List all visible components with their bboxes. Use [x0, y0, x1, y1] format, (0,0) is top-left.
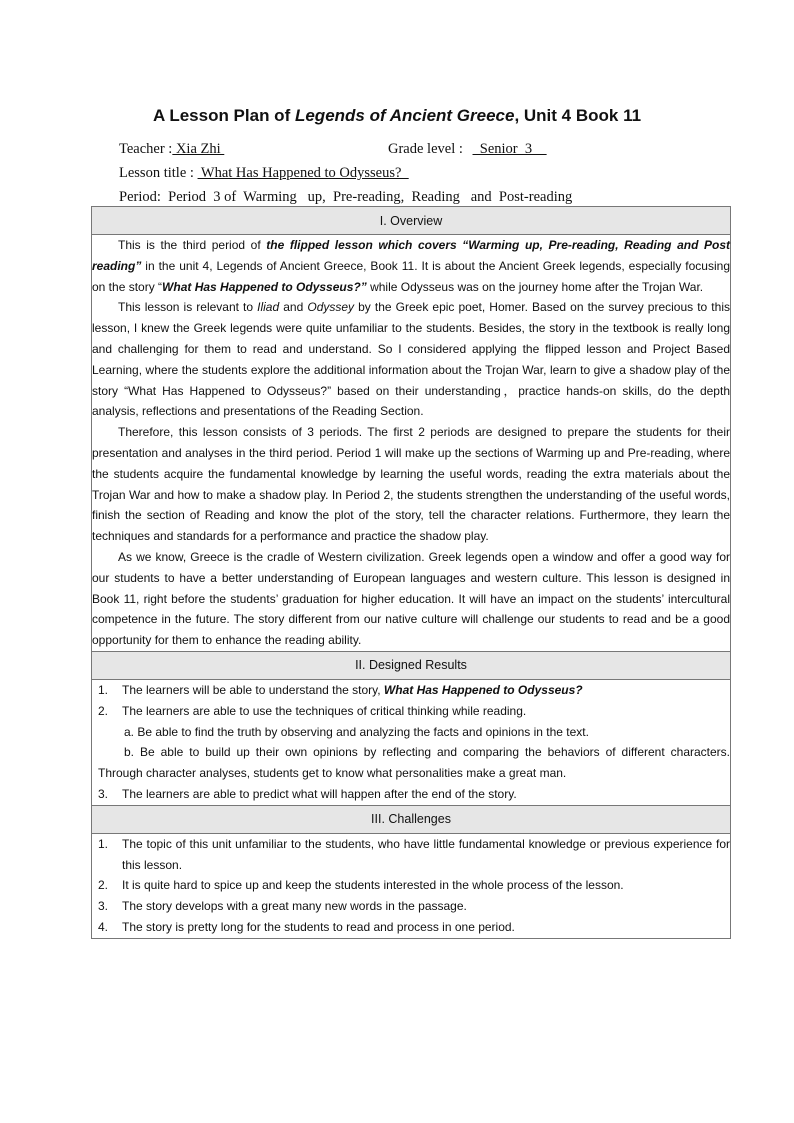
item-bold: What Has Happened to Odysseus?	[383, 682, 583, 697]
p2-text-a: This lesson is relevant to	[118, 300, 258, 315]
grade-label: Grade level :	[388, 141, 463, 157]
teacher-line	[119, 141, 224, 158]
results-header: II. Designed Results	[92, 651, 731, 679]
results-list-cont	[98, 784, 730, 805]
list-item	[98, 917, 730, 938]
item-number: 2.	[98, 878, 109, 893]
item-number: 3.	[98, 786, 109, 801]
item-text: It is quite hard to spice up and keep the students interested in the whole process of the lesson.	[122, 878, 624, 893]
item-number: 3.	[98, 899, 109, 914]
p2-and: and	[279, 300, 308, 315]
list-item	[98, 680, 730, 701]
results-body	[92, 679, 747, 805]
list-item	[98, 896, 730, 917]
page-title	[0, 106, 794, 126]
grade-value: Senior 3	[472, 141, 547, 157]
overview-paragraph-4: As we know, Greece is the cradle of Western civilization. Greek legends open a window and offer a good way for our students to have a better understanding of European languages and western culture. This lesson is designed in Book 11, right before the students’ graduation for higher education. It will have an impact on the students’ intercultural competence in the future. The story different from our native culture will challenge our students to read and be a good opportunity for them to enhance the reading ability.	[92, 549, 730, 648]
overview-paragraph-2	[92, 297, 730, 422]
title-suffix: , Unit 4 Book 11	[514, 106, 642, 125]
results-list	[98, 680, 730, 722]
p2-odyssey: Odyssey	[307, 300, 355, 315]
list-item	[98, 834, 730, 876]
sub-item-b: b. Be able to build up their own opinions by reflecting and comparing the behaviors of different characters. Through character analyses, students get to know what personalities make a great man.	[98, 745, 747, 781]
overview-paragraph-3: Therefore, this lesson consists of 3 periods. The first 2 periods are designed to prepare the students for their presentation and analyses in the third period. Period 1 will make up the sections of Warming up and Pre-reading, where the students acquire the fundamental knowledge by learning the useful words, reading the extra materials about the Trojan War and how to make a shadow play. In Period 2, the students strengthen the understanding of the useful words, finish the section of Reading and know the plot of the story, tell the character relations. Furthermore, they learn the techniques and standards for a performance and practice the shadow play.	[92, 425, 730, 544]
item-text: The learners are able to use the techniques of critical thinking while reading.	[122, 703, 527, 718]
item-text: The topic of this unit unfamiliar to the students, who have little fundamental knowledge or previous experience for this lesson.	[122, 836, 730, 872]
title-italic: Legends of Ancient Greece	[294, 106, 515, 125]
list-item	[98, 701, 730, 722]
overview-header: I. Overview	[92, 207, 731, 235]
lesson-plan-table	[91, 206, 747, 939]
lesson-title-label: Lesson title :	[119, 165, 194, 181]
teacher-label: Teacher :	[119, 141, 173, 157]
lesson-title-line	[119, 165, 409, 182]
period-line: Period: Period 3 of Warming up, Pre-reading, Reading and Post-reading	[119, 189, 573, 205]
p2-iliad: Iliad	[257, 300, 280, 315]
item-number: 1.	[98, 682, 109, 697]
sub-item-a: a. Be able to find the truth by observing and analyzing the facts and opinions in the text.	[124, 724, 589, 739]
grade-line	[388, 141, 547, 158]
p1-bold-b: What Has Happened to Odysseus?”	[162, 279, 367, 294]
p1-text-b: in the unit 4, Legends of Ancient Greece, Book 11. It is about the Ancient Greek legends, especially focusing on the story “	[92, 258, 730, 294]
challenges-header: III. Challenges	[92, 805, 731, 833]
list-item	[98, 784, 730, 805]
item-number: 4.	[98, 919, 109, 934]
item-text: The story develops with a great many new words in the passage.	[122, 899, 467, 914]
challenges-body	[92, 833, 731, 938]
overview-paragraph-1	[92, 235, 730, 297]
p2-text-b: by the Greek epic poet, Homer. Based on the survey precious to this lesson, I knew the Greek legends were quite unfamiliar to the students. Besides, the story in the textbook is really long and challenging for them to read and understand. So I considered applying the flipped lesson and Project Based Learning, where the students explore the additional information about the Trojan War, learn to give a shadow play of the story “What Has Happened to Odysseus?” based on their understanding，practice hands-on skills, do the depth analysis, reflections and presentations of the Reading Section.	[92, 300, 730, 419]
item-number: 2.	[98, 703, 109, 718]
challenges-list	[98, 834, 730, 938]
teacher-value: Xia Zhi	[172, 141, 225, 157]
item-text: The story is pretty long for the students to read and process in one period.	[122, 919, 515, 934]
list-item	[98, 875, 730, 896]
item-text: The learners will be able to understand the story,	[122, 682, 384, 697]
p1-text-c: while Odysseus was on the journey home after the Trojan War.	[366, 279, 704, 294]
p1-bold-a: the flipped lesson which covers “Warming up, Pre-reading, Reading and Post reading”	[92, 238, 731, 273]
item-text: The learners are able to predict what will happen after the end of the story.	[122, 786, 517, 801]
title-prefix: A Lesson Plan of	[152, 106, 295, 125]
item-number: 1.	[98, 836, 109, 851]
overview-body	[92, 235, 731, 652]
lesson-title-value: What Has Happened to Odysseus?	[197, 165, 409, 181]
p1-text-a: This is the third period of	[118, 238, 267, 252]
